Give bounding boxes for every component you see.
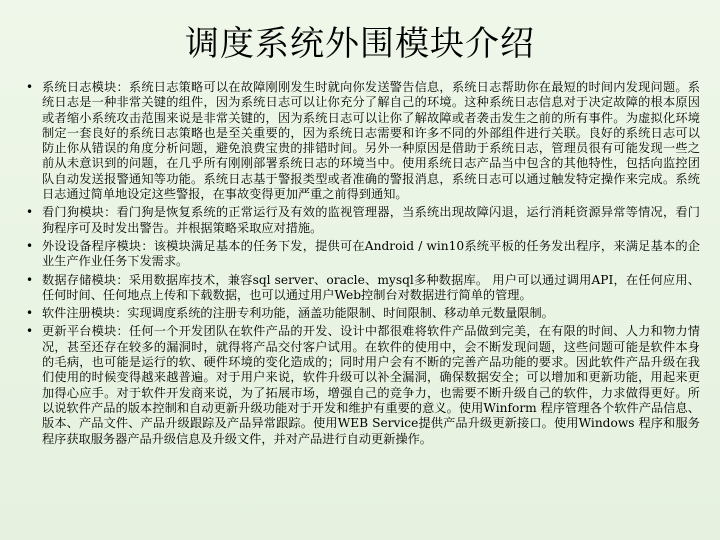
bullet-text: 数据存储模块：采用数据库技术，兼容sql server、oracle、mysql多种数据库。 用户可以通过调用API，在任何应用、任何时间、任何地点上传和下载数据，也可以通过用户Web控制台对数据进行简单的管理。 — [42, 272, 700, 302]
bullet-dot-icon: • — [26, 306, 34, 321]
bullet-item-registration — [24, 306, 700, 321]
bullet-text: 软件注册模块：实现调度系统的注册专利功能，涵盖功能限制、时间限制、移动单元数量限制。 — [42, 306, 554, 321]
bullet-dot-icon: • — [26, 324, 34, 339]
bullet-item-watchdog — [24, 205, 700, 236]
bullet-text: 系统日志模块：系统日志策略可以在故障刚刚发生时就向你发送警告信息，系统日志帮助你在最短的时间内发现问题。系统日志是一种非常关键的组件，因为系统日志可以让你充分了解自己的环境。这种系统日志信息对于决定故障的根本原因或者缩小系统攻击范围来说是非常关键的，因为系统日志可以让你了解故障或者袭击发生之前的所有事件。为虚拟化环境制定一套良好的系统日志策略也是至关重要的，因为系统日志需要和许多不同的外部组件进行关联。良好的系统日志可以防止你从错误的角度分析问题，避免浪费宝贵的排错时间。另外一种原因是借助于系统日志，管理员很有可能发现一些之前从未意识到的问题，在几乎所有刚刚部署系统日志的环境当中。使用系统日志产品当中包含的其他特性，包括向监控团队自动发送报警通知等功能。系统日志基于警报类型或者准确的警报消息，系统日志可以通过触发特定操作来完成。系统日志通过简单地设定这些警报，在事故变得更加严重之前得到通知。 — [42, 80, 700, 202]
bullet-dot-icon: • — [26, 80, 34, 94]
bullet-text: 更新平台模块：任何一个开发团队在软件产品的开发、设计中都很难将软件产品做到完美，在有限的时间、人力和物力情况，甚至还存在较多的漏洞时，就得将产品交付客户试用。在软件的使用中，会不断发现问题，这些问题可能是软件本身的毛病，也可能是运行的软、硬件环境的变化造成的；同时用户会有不断的完善产品功能的要求。因此软件产品升级在我们使用的时候变得越来越普遍。对于用户来说，软件升级可以补全漏洞，确保数据安全；可以增加和更新功能，用起来更加得心应手。对于软件开发商来说，为了拓展市场，增强自己的竞争力，也需要不断升级自己的软件，力求做得更好。所以说软件产品的版本控制和自动更新升级功能对于开发和维护有重要的意义。使用Winform 程序管理各个软件产品信息、版本、产品文件、产品升级跟踪及产品异常跟踪。使用WEB Service提供产品升级更新接口。使用Windows 程序和服务程序获取服务器产品升级信息及升级文件，并对产品进行自动更新操作。 — [42, 324, 700, 446]
bullet-dot-icon: • — [26, 272, 34, 287]
bullet-item-system-log — [24, 80, 700, 202]
bullet-item-data-storage — [24, 273, 700, 304]
bullet-text: 外设设备程序模块：该模块满足基本的任务下发，提供可在Android / win10系统平板的任务发出程序，来满足基本的企业生产作业任务下发需求。 — [42, 238, 700, 269]
bullet-item-update-platform — [24, 324, 700, 446]
bullet-item-peripheral — [24, 239, 700, 270]
slide-title: 调度系统外围模块介绍 — [185, 24, 535, 64]
bullet-dot-icon: • — [26, 205, 34, 220]
bullet-list — [24, 80, 700, 447]
slide-content — [24, 80, 700, 528]
bullet-text: 看门狗模块：看门狗是恢复系统的正常运行及有效的监视管理器，当系统出现故障闪退，运行消耗资源异常等情况，看门狗程序可及时发出警告。并根据策略采取应对措施。 — [42, 205, 700, 235]
bullet-dot-icon: • — [26, 238, 34, 253]
